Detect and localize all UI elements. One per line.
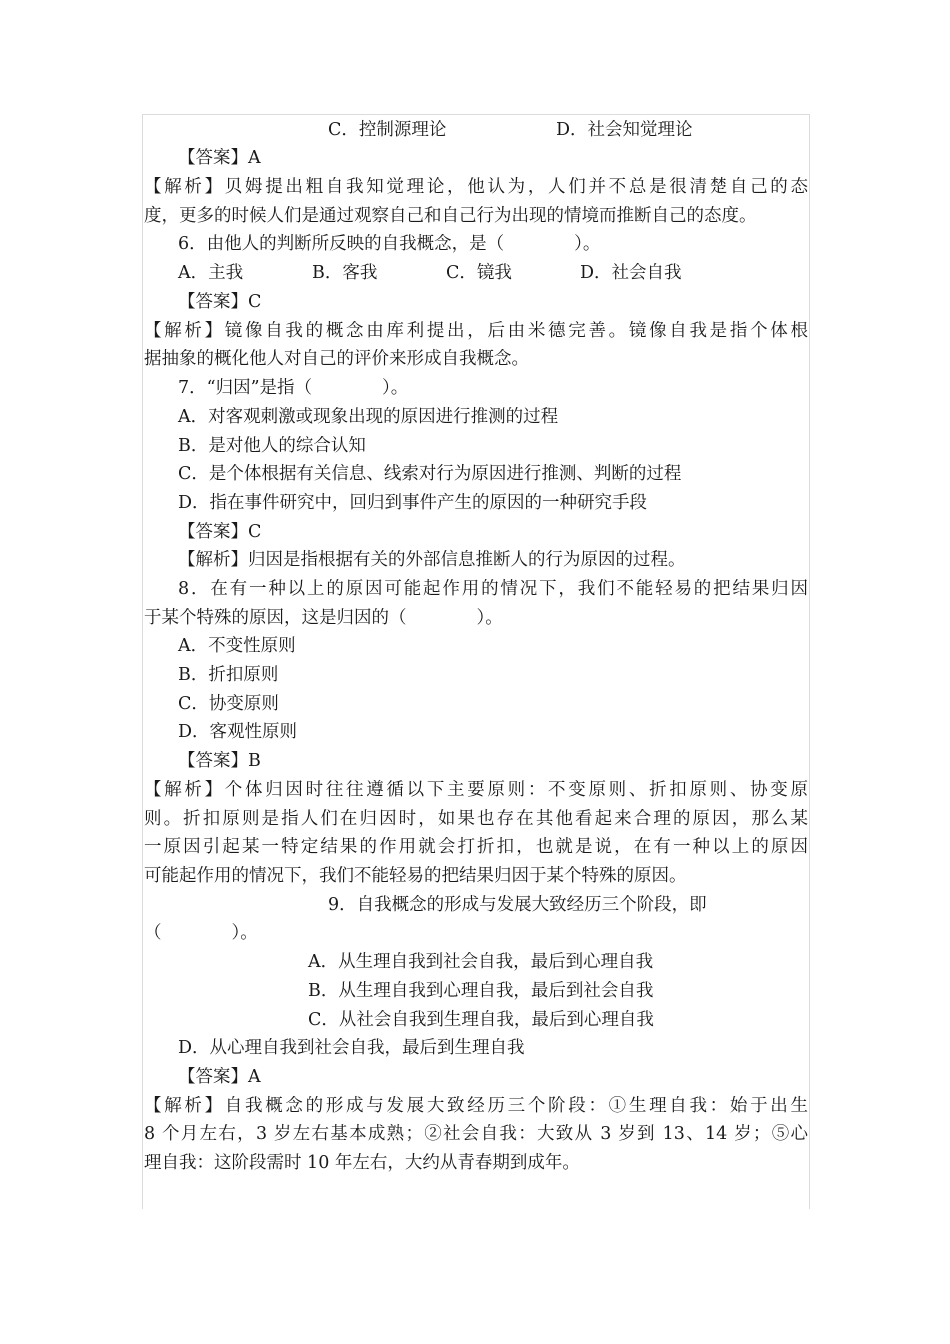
question-9-line2: （ ）。 [144, 923, 258, 943]
option-b-q8: B．折扣原则 [178, 665, 279, 685]
analysis-q9-line1: 【解析】自我概念的形成与发展大致经历三个阶段：①生理自我：始于出生 [144, 1096, 808, 1116]
option-b-q9: B．从生理自我到心理自我，最后到社会自我 [308, 981, 654, 1001]
analysis-q8-line2: 则。折扣原则是指人们在归因时，如果也存在其他看起来合理的原因，那么某 [144, 809, 808, 829]
option-a-q6: A．主我 [178, 263, 244, 283]
analysis-q5-line1: 【解析】贝姆提出粗自我知觉理论，他认为，人们并不总是很清楚自己的态 [144, 177, 808, 197]
analysis-q5-line2: 度，更多的时候人们是通过观察自己和自己行为出现的情境而推断自己的态度。 [144, 206, 757, 226]
option-d-q8: D．客观性原则 [178, 722, 298, 742]
analysis-q8-line4: 可能起作用的情况下，我们不能轻易的把结果归因于某个特殊的原因。 [144, 866, 687, 886]
question-6: 6．由他人的判断所反映的自我概念，是（ ）。 [178, 234, 601, 254]
analysis-q6-line1: 【解析】镜像自我的概念由库利提出，后由米德完善。镜像自我是指个体根 [144, 321, 808, 341]
option-a-q7: A．对客观刺激或现象出现的原因进行推测的过程 [178, 407, 559, 427]
analysis-q8-line3: 一原因引起某一特定结果的作用就会打折扣，也就是说，在有一种以上的原因 [144, 837, 808, 857]
option-d-q6: D．社会自我 [580, 263, 682, 283]
option-c-q8: C．协变原则 [178, 694, 279, 714]
analysis-q9-line3: 理自我：这阶段需时 10 年左右，大约从青春期到成年。 [144, 1153, 580, 1173]
answer-q9: 【答案】A [178, 1067, 261, 1087]
option-a-q9: A．从生理自我到社会自我，最后到心理自我 [308, 952, 654, 972]
question-8-line2: 于某个特殊的原因，这是归因的（ ）。 [144, 608, 503, 628]
option-d-q9: D．从心理自我到社会自我，最后到生理自我 [178, 1038, 525, 1058]
option-c-q6: C．镜我 [446, 263, 512, 283]
option-c-q7: C．是个体根据有关信息、线索对行为原因进行推测、判断的过程 [178, 464, 682, 484]
option-b-q7: B．是对他人的综合认知 [178, 436, 366, 456]
analysis-q9-line2: 8 个月左右，3 岁左右基本成熟；②社会自我：大致从 3 岁到 13、14 岁；⑤心 [144, 1124, 808, 1144]
analysis-q6-line2: 据抽象的概化他人对自己的评价来形成自我概念。 [144, 349, 529, 369]
answer-q7: 【答案】C [178, 522, 262, 542]
option-c-q9: C．从社会自我到生理自我，最后到心理自我 [308, 1010, 654, 1030]
answer-q5: 【答案】A [178, 148, 261, 168]
option-d-q7: D．指在事件研究中，回归到事件产生的原因的一种研究手段 [178, 493, 648, 513]
question-8-line1: 8．在有一种以上的原因可能起作用的情况下，我们不能轻易的把结果归因 [178, 579, 808, 599]
analysis-q7: 【解析】归因是指根据有关的外部信息推断人的行为原因的过程。 [178, 550, 686, 570]
option-a-q8: A．不变性原则 [178, 636, 296, 656]
analysis-q8-line1: 【解析】个体归因时往往遵循以下主要原则：不变原则、折扣原则、协变原 [144, 780, 808, 800]
answer-q6: 【答案】C [178, 292, 262, 312]
option-b-q6: B．客我 [312, 263, 378, 283]
option-d-q5: D．社会知觉理论 [556, 120, 693, 140]
answer-q8: 【答案】B [178, 751, 261, 771]
option-c-q5: C．控制源理论 [328, 120, 447, 140]
question-9-line1: 9．自我概念的形成与发展大致经历三个阶段，即 [328, 895, 707, 915]
question-7: 7．“归因”是指（ ）。 [178, 378, 409, 398]
